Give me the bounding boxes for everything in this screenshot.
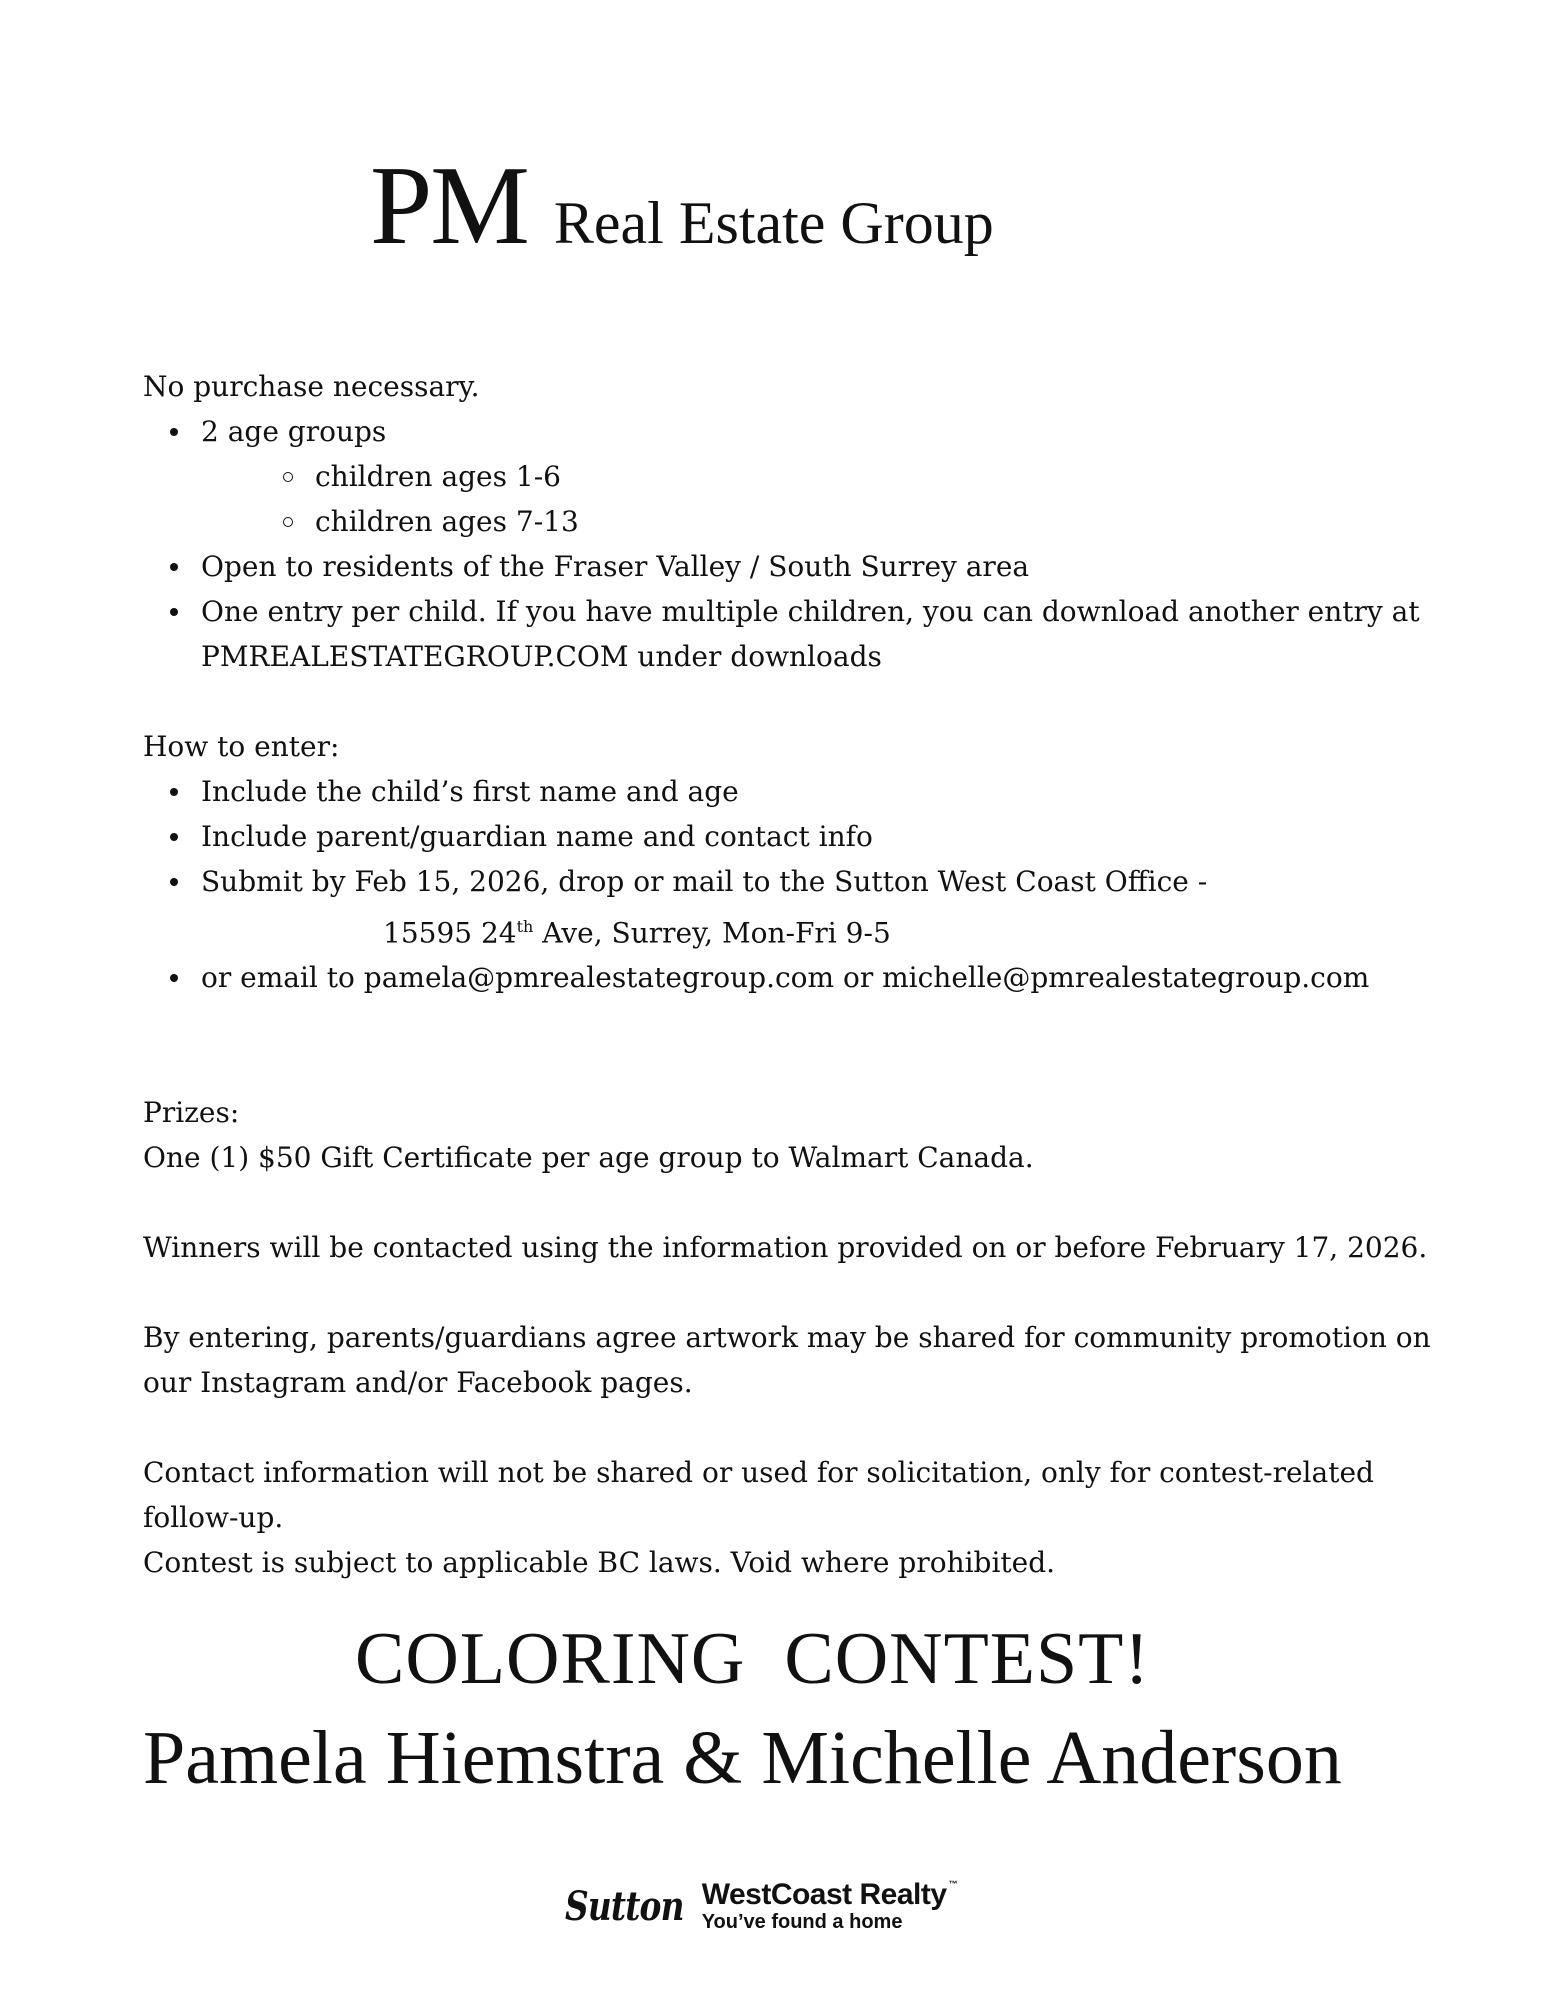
list-item: Include parent/guardian name and contact info: [143, 814, 1433, 859]
address-suffix: th: [516, 917, 534, 936]
list-item: [143, 409, 1433, 544]
sutton-westcoast-logo: [565, 1880, 957, 1932]
sharing-notice-line-1: By entering, parents/guardians agree artwork may be shared for community promotion on: [143, 1321, 1431, 1355]
how-to-enter-list: [143, 769, 1433, 1000]
sharing-notice-line-2: our Instagram and/or Facebook pages.: [143, 1366, 693, 1400]
winners-notice: Winners will be contacted using the information provided on or before February 17, 2026.: [143, 1231, 1428, 1265]
list-item: [143, 859, 1433, 955]
prizes-text: One (1) $50 Gift Certificate per age group to Walmart Canada.: [143, 1141, 1034, 1175]
prizes-heading: Prizes:: [143, 1096, 240, 1130]
westcoast-tagline: You’ve found a home: [701, 1911, 903, 1933]
trademark-mark: ™: [948, 1879, 958, 1889]
list-item: children ages 1-6: [201, 454, 1433, 499]
address-rest: Ave, Surrey, Mon-Fri 9-5: [533, 916, 891, 950]
how-to-enter-heading: How to enter:: [143, 730, 340, 763]
laws-notice: Contest is subject to applicable BC laws. Void where prohibited.: [143, 1546, 1056, 1580]
logo-pm: PM: [370, 144, 528, 268]
list-item: [143, 589, 1433, 679]
list-item: Open to residents of the Fraser Valley / South Surrey area: [143, 544, 1433, 589]
contest-title: COLORING CONTEST!: [355, 1618, 1150, 1700]
address-number: 15595 24: [383, 916, 517, 950]
office-address: [201, 904, 1433, 955]
age-group-sublist: [201, 454, 1433, 544]
privacy-notice-line-1: Contact information will not be shared or used for solicitation, only for contest-related: [143, 1456, 1374, 1490]
privacy-notice-line-2: follow-up.: [143, 1501, 284, 1535]
westcoast-name: [702, 1880, 957, 1910]
age-groups-label: 2 age groups: [201, 415, 387, 448]
pm-real-estate-group-logo: [370, 144, 994, 268]
list-item: Include the child’s first name and age: [143, 769, 1433, 814]
downloads-text: PMREALESTATEGROUP.COM under downloads: [201, 640, 882, 673]
entry-text: One entry per child. If you have multiple children, you can download another entry at: [201, 595, 1420, 628]
sutton-wordmark: Sutton: [565, 1882, 684, 1930]
westcoast-block: [702, 1880, 957, 1932]
no-purchase-line: No purchase necessary.: [143, 370, 480, 403]
eligibility-list: [143, 409, 1433, 679]
contest-rules: [143, 364, 1433, 1585]
list-item: children ages 7-13: [201, 499, 1433, 544]
logo-real-estate-group: Real Estate Group: [553, 190, 994, 256]
list-item: or email to pamela@pmrealestategroup.com or michelle@pmrealestategroup.com: [143, 955, 1433, 1000]
westcoast-brand: WestCoast Realty: [701, 1878, 947, 1911]
agent-names: Pamela Hiemstra & Michelle Anderson: [143, 1716, 1342, 1800]
submit-text: Submit by Feb 15, 2026, drop or mail to the Sutton West Coast Office -: [201, 865, 1208, 898]
